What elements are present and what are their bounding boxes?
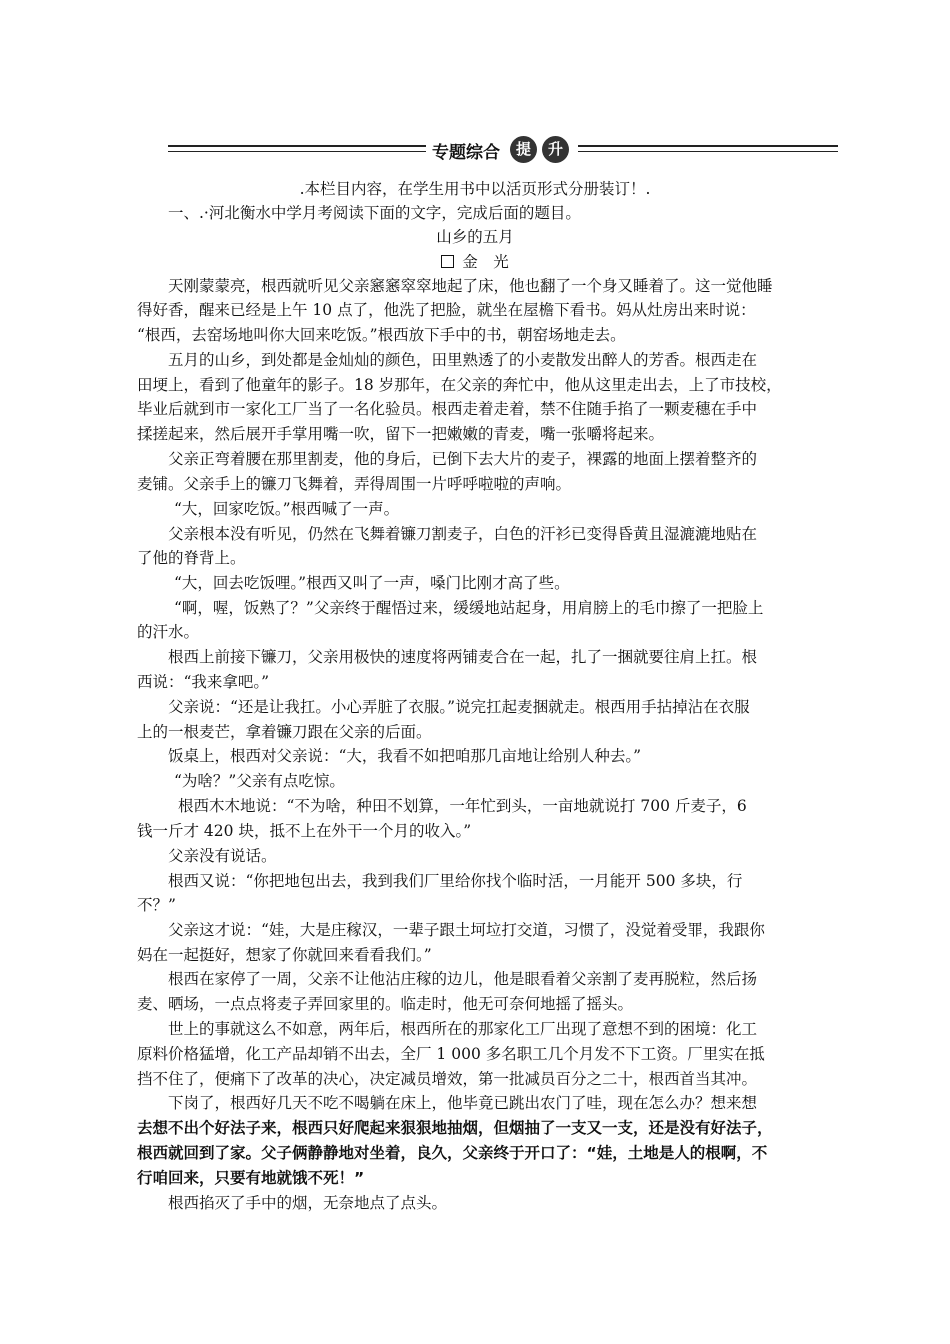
text-line: 去想不出个好法子来，根西只好爬起来狠狠地抽烟，但烟抽了一支又一支，还是没有好法子， (137, 1119, 773, 1137)
text-line: 得好香，醒来已经是上午 10 点了，他洗了把脸，就坐在屋檐下看书。妈从灶房出来时说： (137, 301, 756, 319)
text-line: 父亲这才说：“娃，大是庄稼汉，一辈子跟土坷垃打交道，习惯了，没觉着受罪，我跟你 (168, 921, 765, 939)
text-line: 上的一根麦芒，拿着镰刀跟在父亲的后面。 (137, 723, 432, 741)
text-line: 父亲正弯着腰在那里割麦，他的身后，已倒下去大片的麦子，裸露的地面上摆着整齐的 (168, 450, 758, 468)
banner-rule-left-top (168, 145, 426, 147)
text-line: 钱一斤才 420 块，抵不上在外干一个月的收入。” (137, 822, 472, 840)
banner-rule-right-top (578, 145, 838, 147)
text-line: 世上的事就这么不如意，两年后，根西所在的那家化工厂出现了意想不到的困境：化工 (168, 1020, 758, 1038)
text-line: 揉搓起来，然后展开手掌用嘴一吹，留下一把嫩嫩的青麦，嘴一张嚼将起来。 (137, 425, 665, 443)
text-line: 行咱回来，只要有地就饿不死！” (137, 1169, 365, 1187)
text-line: 的汗水。 (137, 623, 200, 641)
text-line: 下岗了，根西好几天不吃不喝躺在床上，他毕竟已跳出农门了哇，现在怎么办？想来想 (168, 1094, 758, 1112)
text-line: 西说：“我来拿吧。” (137, 673, 270, 691)
article-title: 山乡的五月 (436, 228, 514, 246)
text-line: 根西上前接下镰刀，父亲用极快的速度将两铺麦合在一起，扎了一捆就要往肩上扛。根 (168, 648, 758, 666)
text-line: “啊，喔，饭熟了？”父亲终于醒悟过来，缓缓地站起身，用肩膀上的毛巾擦了一把脸上 (174, 599, 764, 617)
text-line: 五月的山乡，到处都是金灿灿的颜色，田里熟透了的小麦散发出醉人的芳香。根西走在 (168, 351, 758, 369)
author-box-icon (441, 255, 454, 268)
text-line: 不？” (137, 896, 176, 914)
notice-text: .本栏目内容，在学生用书中以活页形式分册装订！. (299, 180, 651, 198)
text-line: 根西又说：“你把地包出去，我到我们厂里给你找个临时活，一月能开 500 多块，行 (168, 872, 743, 890)
text-line: 根西在家停了一周，父亲不让他沾庄稼的边儿，他是眼看着父亲割了麦再脱粒，然后扬 (168, 970, 758, 988)
text-line: “根西，去窑场地叫你大回来吃饭。”根西放下手中的书，朝窑场地走去。 (137, 326, 626, 344)
author-name: 金 光 (462, 253, 509, 271)
text-line: 毕业后就到市一家化工厂当了一名化验员。根西走着走着，禁不住随手掐了一颗麦穗在手中 (137, 400, 758, 418)
text-line: 根西木木地说：“不为啥，种田不划算，一年忙到头，一亩地就说打 700 斤麦子，6 (178, 797, 747, 815)
text-line: 挡不住了，便痛下了改革的决心，决定减员增效，第一批减员百分之二十，根西首当其冲。 (137, 1070, 758, 1088)
banner-rule-left-bottom (168, 151, 426, 152)
banner-title: 专题综合 (430, 138, 502, 163)
banner-rule-right-bottom (578, 151, 838, 152)
text-line: 父亲没有说话。 (168, 847, 277, 865)
text-line: 父亲说：“还是让我扛。小心弄脏了衣服。”说完扛起麦捆就走。根西用手拈掉沾在衣服 (168, 698, 750, 716)
text-line: 父亲根本没有听见，仍然在飞舞着镰刀割麦子，白色的汗衫已变得昏黄且湿漉漉地贴在 (168, 525, 758, 543)
text-line: 天刚蒙蒙亮，根西就听见父亲窸窸窣窣地起了床，他也翻了一个身又睡着了。这一觉他睡 (168, 277, 773, 295)
banner-badge-2: 升 (542, 136, 569, 163)
text-line: 根西就回到了家。父子俩静静地对坐着，良久，父亲终于开口了：“娃，土地是人的根啊，不 (137, 1144, 768, 1162)
text-line: “为啥？”父亲有点吃惊。 (174, 772, 345, 790)
text-line: 妈在一起挺好，想家了你就回来看看我们。” (137, 946, 432, 964)
article-author (0, 255, 950, 271)
section-banner (168, 134, 838, 166)
instruction-text: 一、.·河北衡水中学月考阅读下面的文字，完成后面的题目。 (168, 204, 581, 222)
text-line: 原料价格猛增，化工产品却销不出去，全厂 1 000 多名职工几个月发不下工资。厂里实在抵 (137, 1045, 765, 1063)
text-line: “大，回去吃饭哩。”根西又叫了一声，嗓门比刚才高了些。 (174, 574, 570, 592)
text-line: 饭桌上，根西对父亲说：“大，我看不如把咱那几亩地让给别人种去。” (168, 747, 642, 765)
text-line: 田埂上，看到了他童年的影子。18 岁那年，在父亲的奔忙中，他从这里走出去，上了市技校， (137, 376, 782, 394)
text-line: 麦铺。父亲手上的镰刀飞舞着，弄得周围一片呼呼啦啦的声响。 (137, 475, 572, 493)
text-line: 了他的脊背上。 (137, 549, 246, 567)
banner-badge-1: 提 (510, 136, 537, 163)
text-line: 麦、晒场，一点点将麦子弄回家里的。临走时，他无可奈何地摇了摇头。 (137, 995, 634, 1013)
text-line: 根西掐灭了手中的烟，无奈地点了点头。 (168, 1194, 448, 1212)
text-line: “大，回家吃饭。”根西喊了一声。 (174, 500, 400, 518)
